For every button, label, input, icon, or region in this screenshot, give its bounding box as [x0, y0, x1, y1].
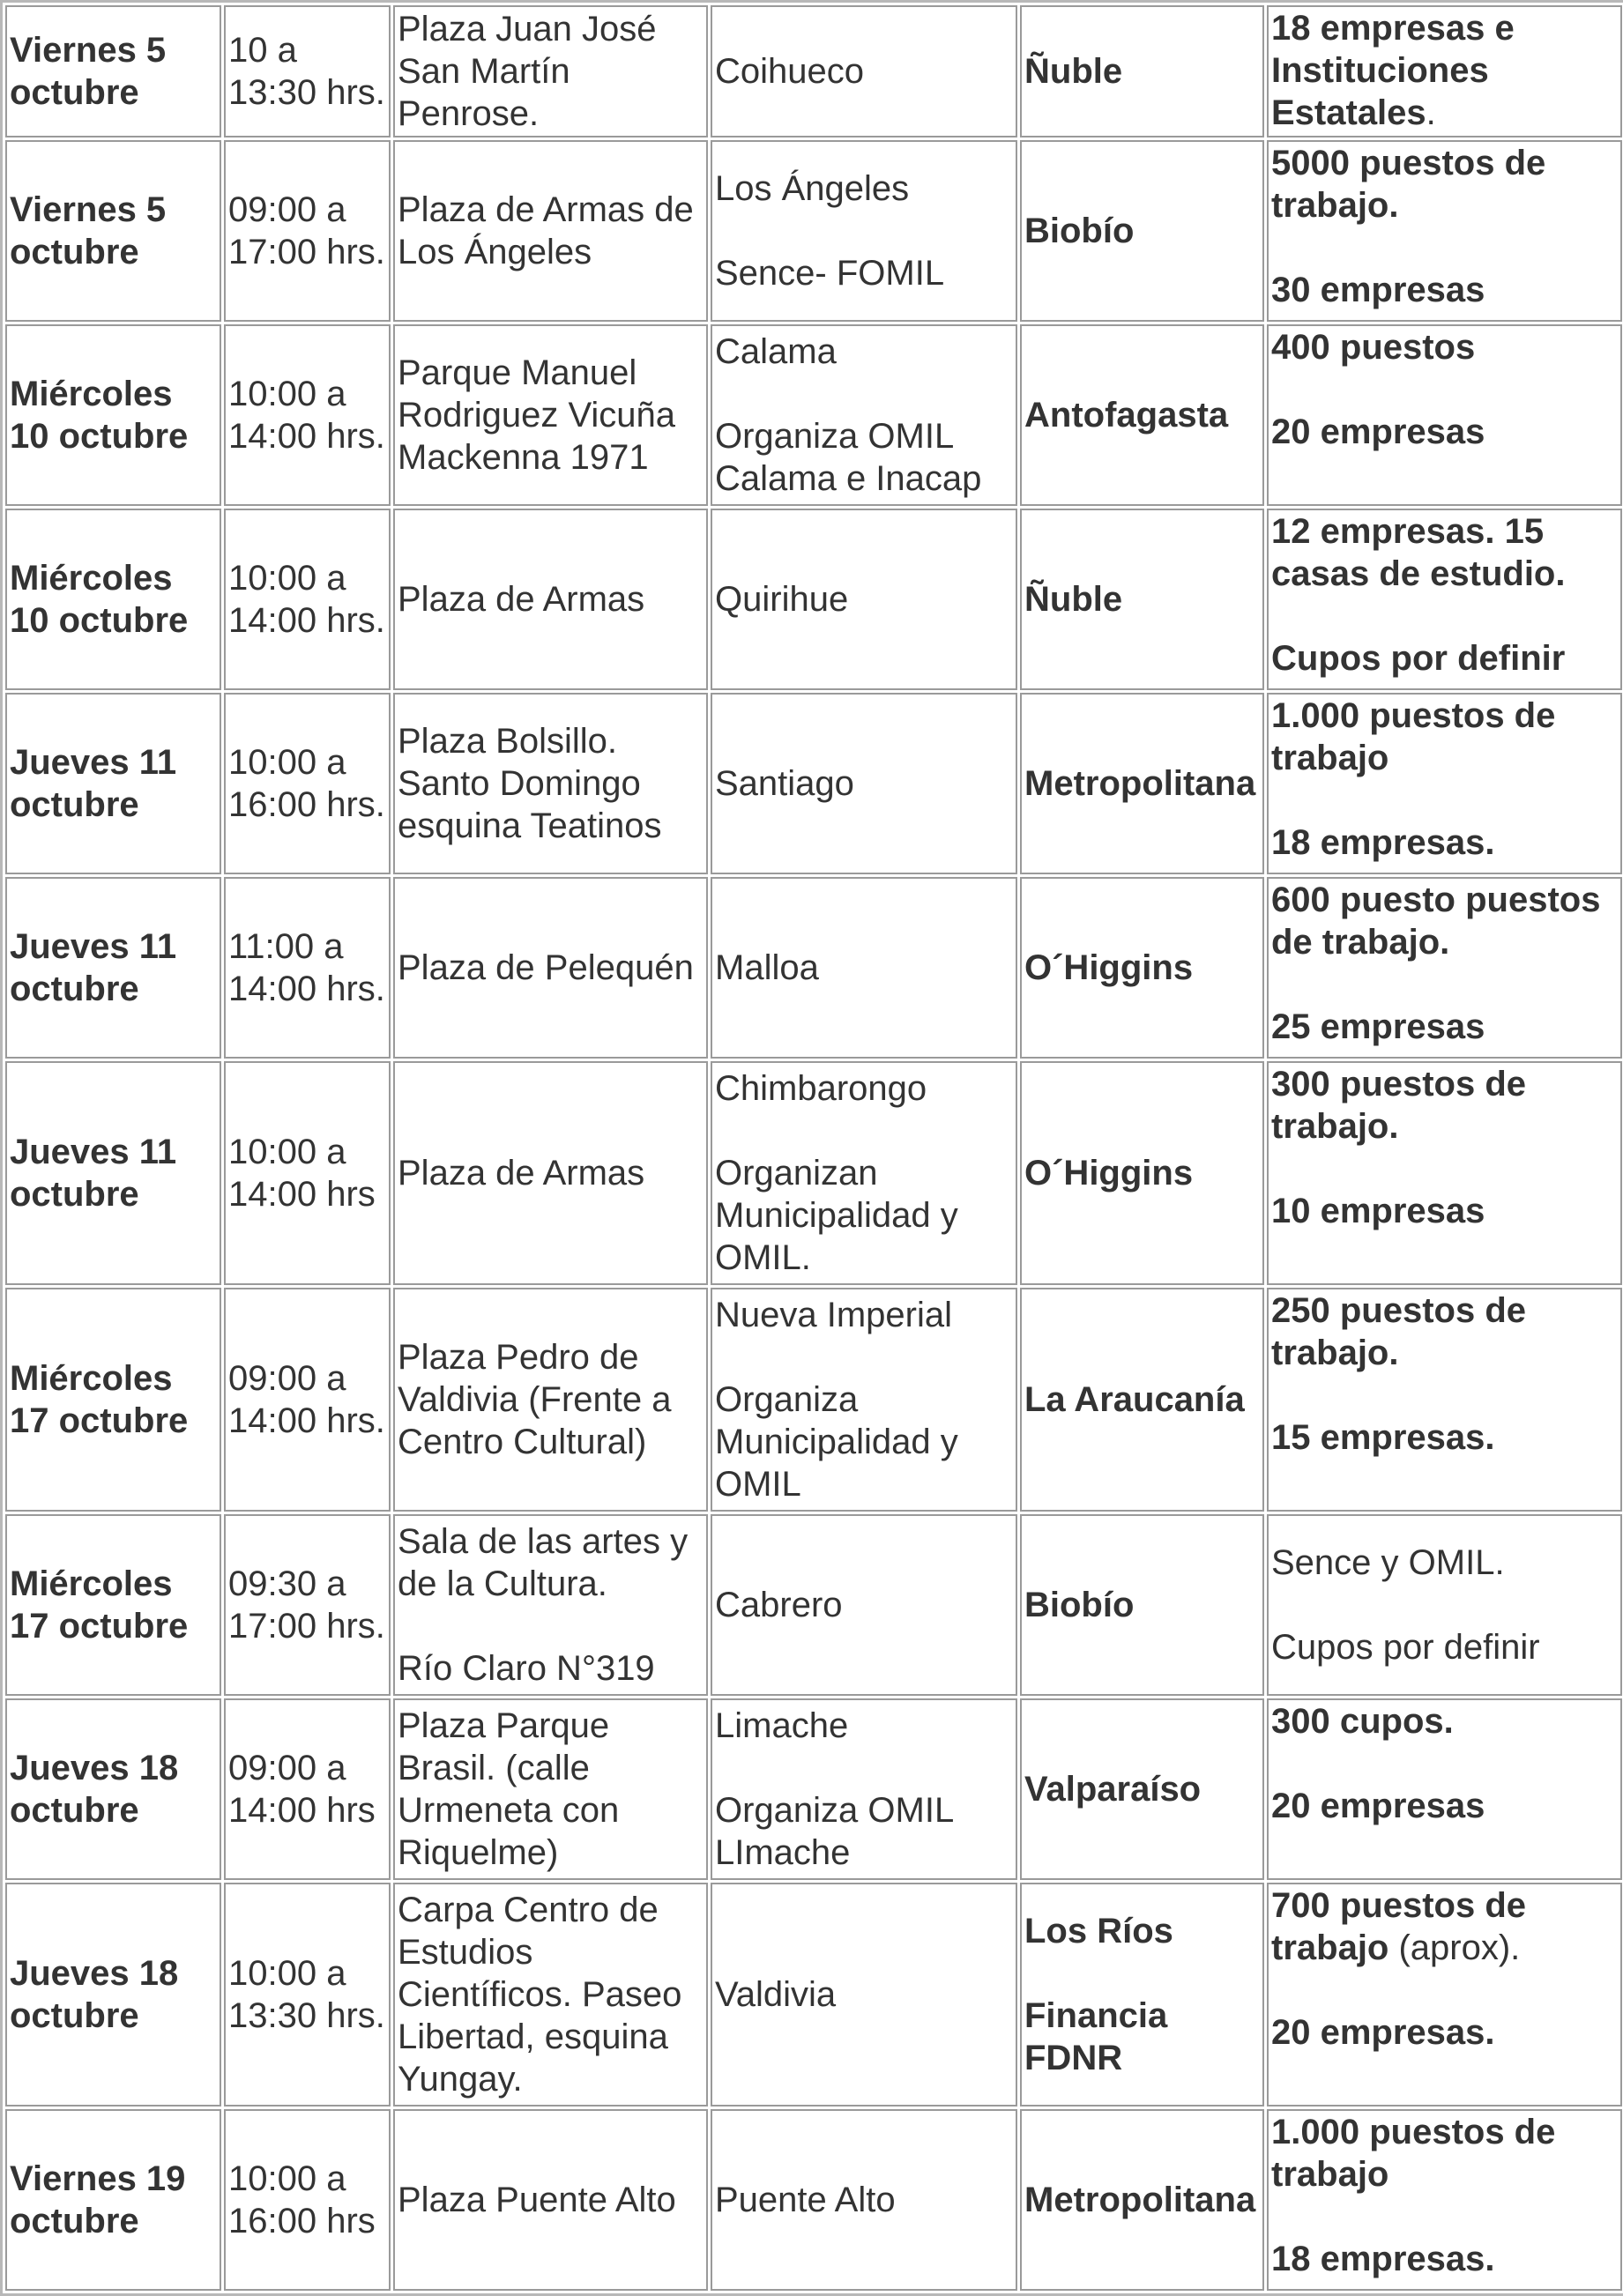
date-text: Viernes 19 octubre — [10, 2159, 186, 2240]
commune-cell — [711, 324, 1017, 506]
time-cell — [224, 1514, 391, 1696]
place-cell — [393, 877, 708, 1059]
time-text: 09:00 a 14:00 hrs — [228, 1749, 376, 1830]
region-cell — [1020, 1288, 1264, 1512]
region-name: Metropolitana — [1024, 764, 1256, 803]
details-main: 700 puestos de trabajo — [1271, 1886, 1527, 1967]
place-text: Plaza Pedro de Valdivia (Frente a Centro Cultural) — [398, 1338, 672, 1461]
place-text: Carpa Centro de Estudios Científicos. Paseo Libertad, esquina Yungay. — [398, 1891, 682, 2099]
details-main: Cupos por definir — [1271, 1628, 1540, 1667]
region-name: Valparaíso — [1024, 1770, 1202, 1809]
region-cell — [1020, 1061, 1264, 1285]
details-main: 400 puestos — [1271, 328, 1476, 367]
region-name: O´Higgins — [1024, 948, 1194, 987]
place-text: Sala de las artes y de la Cultura. — [398, 1522, 689, 1603]
details-line — [1271, 695, 1618, 779]
region-cell — [1020, 140, 1264, 322]
place-text: Parque Manuel Rodriguez Vicuña Mackenna 1971 — [398, 353, 676, 477]
commune-name: Valdivia — [715, 1975, 837, 2014]
time-text: 09:30 a 17:00 hrs. — [228, 1564, 385, 1646]
details-cell — [1267, 1698, 1622, 1880]
commune-name: Cabrero — [715, 1586, 843, 1624]
details-main: 20 empresas. — [1271, 2013, 1495, 2052]
date-cell — [5, 1514, 221, 1696]
date-cell — [5, 2109, 221, 2291]
details-line — [1271, 411, 1618, 453]
details-line — [1271, 1884, 1618, 1969]
time-cell — [224, 1061, 391, 1285]
region-cell — [1020, 509, 1264, 690]
commune-name: Quirihue — [715, 580, 849, 619]
date-text: Jueves 18 octubre — [10, 1954, 179, 2035]
place-text: Plaza de Armas — [398, 580, 645, 619]
place-text: Plaza de Armas de Los Ángeles — [398, 190, 694, 271]
date-cell — [5, 140, 221, 322]
place-text: Plaza Parque Brasil. (calle Urmeneta con Riquelme) — [398, 1706, 620, 1872]
commune-cell — [711, 1883, 1017, 2107]
place-text: Plaza Juan José San Martín Penrose. — [398, 10, 657, 133]
details-cell — [1267, 140, 1622, 322]
table-body — [5, 5, 1622, 2291]
table-row — [5, 140, 1622, 322]
table-row — [5, 509, 1622, 690]
region-cell — [1020, 1514, 1264, 1696]
date-text: Miércoles 10 octubre — [10, 559, 189, 640]
date-text: Viernes 5 octubre — [10, 190, 167, 271]
time-text: 10:00 a 14:00 hrs — [228, 1133, 376, 1214]
date-text: Jueves 11 octubre — [10, 743, 177, 824]
details-cell — [1267, 1883, 1622, 2107]
commune-name: Coihueco — [715, 52, 865, 91]
region-name: Biobío — [1024, 212, 1135, 250]
commune-name: Los Ángeles — [715, 169, 910, 208]
date-text: Miércoles 10 octubre — [10, 375, 189, 456]
region-name: La Araucanía — [1024, 1380, 1245, 1419]
details-line — [1271, 269, 1618, 311]
place-cell — [393, 324, 708, 506]
table-row — [5, 1698, 1622, 1880]
region-name: Antofagasta — [1024, 396, 1229, 435]
region-cell — [1020, 324, 1264, 506]
place-cell — [393, 5, 708, 137]
details-line — [1271, 7, 1618, 134]
details-main: 30 empresas — [1271, 271, 1485, 309]
commune-name: Nueva Imperial — [715, 1296, 953, 1334]
place-cell — [393, 693, 708, 874]
table-row — [5, 1883, 1622, 2107]
details-main: 5000 puestos de trabajo. — [1271, 144, 1546, 225]
organizer-text: Organiza OMIL Calama e Inacap — [715, 417, 982, 498]
place-text: Plaza Puente Alto — [398, 2181, 676, 2219]
details-cell — [1267, 1061, 1622, 1285]
time-cell — [224, 509, 391, 690]
commune-cell — [711, 1061, 1017, 1285]
table-row — [5, 5, 1622, 137]
details-line — [1271, 1006, 1618, 1048]
details-main: 20 empresas — [1271, 1787, 1485, 1825]
details-line — [1271, 1542, 1618, 1584]
details-line — [1271, 510, 1618, 595]
details-main: 250 puestos de trabajo. — [1271, 1291, 1527, 1372]
organizer-text: Sence- FOMIL — [715, 254, 945, 293]
details-tail: (aprox). — [1388, 1928, 1521, 1967]
commune-cell — [711, 2109, 1017, 2291]
date-cell — [5, 5, 221, 137]
place-cell — [393, 1061, 708, 1285]
place-cell — [393, 2109, 708, 2291]
details-main: 25 empresas — [1271, 1007, 1485, 1046]
details-cell — [1267, 693, 1622, 874]
details-main: 600 puesto puestos de trabajo. — [1271, 881, 1601, 962]
table-row — [5, 324, 1622, 506]
place-cell — [393, 1288, 708, 1512]
time-cell — [224, 2109, 391, 2291]
place-address: Río Claro N°319 — [398, 1649, 655, 1688]
time-cell — [224, 140, 391, 322]
details-cell — [1267, 5, 1622, 137]
table-row — [5, 2109, 1622, 2291]
details-line — [1271, 1063, 1618, 1148]
details-main: 18 empresas. — [1271, 2240, 1495, 2278]
details-main: Cupos por definir — [1271, 639, 1566, 678]
details-main: 15 empresas. — [1271, 1418, 1495, 1457]
date-text: Jueves 11 octubre — [10, 927, 177, 1008]
date-text: Miércoles 17 octubre — [10, 1359, 189, 1440]
details-cell — [1267, 877, 1622, 1059]
commune-name: Malloa — [715, 948, 819, 987]
commune-name: Calama — [715, 332, 837, 371]
details-main: 18 empresas e Instituciones Estatales — [1271, 9, 1515, 132]
commune-name: Chimbarongo — [715, 1069, 927, 1108]
details-line — [1271, 1289, 1618, 1374]
time-text: 10:00 a 14:00 hrs. — [228, 559, 385, 640]
region-cell — [1020, 2109, 1264, 2291]
organizer-text: Organizan Municipalidad y OMIL. — [715, 1154, 958, 1277]
time-text: 09:00 a 17:00 hrs. — [228, 190, 385, 271]
details-main: 12 empresas. 15 casas de estudio. — [1271, 512, 1566, 593]
details-line — [1271, 1626, 1618, 1668]
details-main: 1.000 puestos de trabajo — [1271, 696, 1556, 777]
region-cell — [1020, 1698, 1264, 1880]
details-cell — [1267, 509, 1622, 690]
time-cell — [224, 1883, 391, 2107]
commune-cell — [711, 877, 1017, 1059]
date-text: Viernes 5 octubre — [10, 31, 167, 112]
time-cell — [224, 324, 391, 506]
details-line — [1271, 1700, 1618, 1742]
date-text: Jueves 18 octubre — [10, 1749, 179, 1830]
details-line — [1271, 1785, 1618, 1827]
place-text: Plaza de Pelequén — [398, 948, 694, 987]
details-cell — [1267, 324, 1622, 506]
details-line — [1271, 2111, 1618, 2196]
details-main: 300 puestos de trabajo. — [1271, 1065, 1527, 1146]
table-row — [5, 1288, 1622, 1512]
commune-name: Limache — [715, 1706, 849, 1745]
date-cell — [5, 1883, 221, 2107]
details-line — [1271, 326, 1618, 368]
time-text: 10:00 a 14:00 hrs. — [228, 375, 385, 456]
details-cell — [1267, 2109, 1622, 2291]
date-cell — [5, 877, 221, 1059]
time-cell — [224, 693, 391, 874]
time-text: 10 a 13:30 hrs. — [228, 31, 385, 112]
region-cell — [1020, 1883, 1264, 2107]
commune-cell — [711, 140, 1017, 322]
commune-cell — [711, 1288, 1017, 1512]
date-cell — [5, 1698, 221, 1880]
region-name: O´Higgins — [1024, 1154, 1194, 1193]
commune-name: Puente Alto — [715, 2181, 896, 2219]
place-text: Plaza de Armas — [398, 1154, 645, 1193]
region-cell — [1020, 5, 1264, 137]
details-main: 300 cupos. — [1271, 1702, 1454, 1741]
time-text: 10:00 a 13:30 hrs. — [228, 1954, 385, 2035]
region-cell — [1020, 877, 1264, 1059]
details-cell — [1267, 1288, 1622, 1512]
time-cell — [224, 1698, 391, 1880]
place-cell — [393, 1514, 708, 1696]
details-line — [1271, 821, 1618, 864]
region-name: Los Ríos — [1024, 1912, 1173, 1950]
commune-name: Santiago — [715, 764, 854, 803]
place-cell — [393, 1698, 708, 1880]
place-cell — [393, 140, 708, 322]
details-line — [1271, 142, 1618, 227]
date-text: Miércoles 17 octubre — [10, 1564, 189, 1646]
region-name: Ñuble — [1024, 580, 1123, 619]
time-cell — [224, 5, 391, 137]
details-main: 1.000 puestos de trabajo — [1271, 2113, 1556, 2194]
time-text: 09:00 a 14:00 hrs. — [228, 1359, 385, 1440]
time-text: 11:00 a 14:00 hrs. — [228, 927, 385, 1008]
table-row — [5, 693, 1622, 874]
place-cell — [393, 509, 708, 690]
commune-cell — [711, 509, 1017, 690]
date-cell — [5, 693, 221, 874]
date-cell — [5, 1288, 221, 1512]
details-cell — [1267, 1514, 1622, 1696]
details-main: Sence y OMIL. — [1271, 1543, 1505, 1582]
commune-cell — [711, 693, 1017, 874]
region-name: Ñuble — [1024, 52, 1123, 91]
time-cell — [224, 1288, 391, 1512]
table-row — [5, 1514, 1622, 1696]
details-line — [1271, 1190, 1618, 1232]
date-cell — [5, 324, 221, 506]
date-cell — [5, 1061, 221, 1285]
commune-cell — [711, 5, 1017, 137]
organizer-text: Organiza OMIL LImache — [715, 1791, 953, 1872]
time-text: 10:00 a 16:00 hrs — [228, 2159, 376, 2240]
details-main: 18 empresas. — [1271, 823, 1495, 862]
organizer-text: Organiza Municipalidad y OMIL — [715, 1380, 958, 1504]
commune-cell — [711, 1514, 1017, 1696]
date-text: Jueves 11 octubre — [10, 1133, 177, 1214]
details-line — [1271, 2238, 1618, 2280]
details-main: 20 empresas — [1271, 412, 1485, 451]
place-text: Plaza Bolsillo. Santo Domingo esquina Teatinos — [398, 722, 662, 845]
date-cell — [5, 509, 221, 690]
details-line — [1271, 637, 1618, 680]
time-text: 10:00 a 16:00 hrs. — [228, 743, 385, 824]
table-row — [5, 877, 1622, 1059]
details-line — [1271, 1416, 1618, 1459]
details-line — [1271, 2011, 1618, 2054]
place-cell — [393, 1883, 708, 2107]
details-tail: . — [1426, 93, 1436, 132]
table-row — [5, 1061, 1622, 1285]
region-cell — [1020, 693, 1264, 874]
region-name: Biobío — [1024, 1586, 1135, 1624]
funding-text: Financia FDNR — [1024, 1996, 1168, 2077]
details-main: 10 empresas — [1271, 1192, 1485, 1230]
details-line — [1271, 879, 1618, 963]
commune-cell — [711, 1698, 1017, 1880]
region-name: Metropolitana — [1024, 2181, 1256, 2219]
time-cell — [224, 877, 391, 1059]
